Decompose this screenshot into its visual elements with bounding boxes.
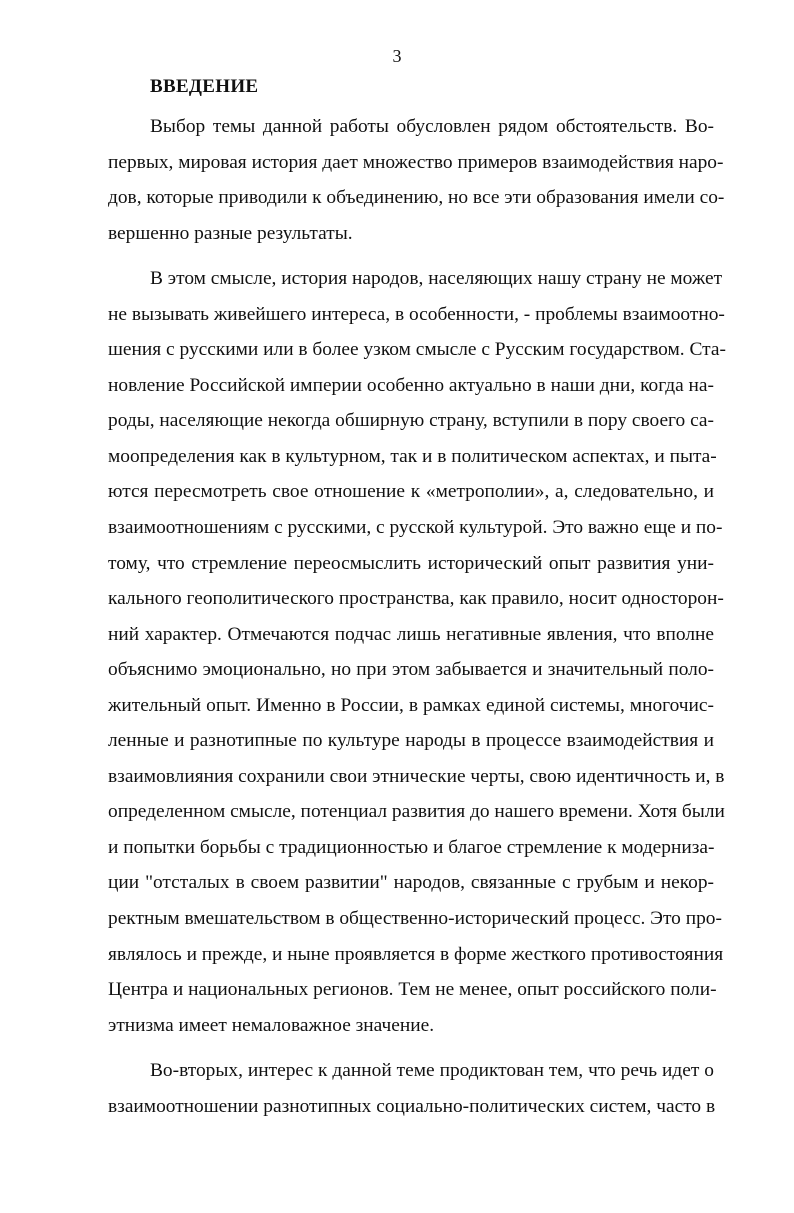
text-line: взаимоотношениям с русскими, с русской культурой. Это важно еще и по-	[108, 517, 723, 539]
text-line: шения с русскими или в более узком смысле с Русским государством. Ста-	[108, 339, 726, 361]
text-line: новление Российской империи особенно актуально в наши дни, когда на-	[108, 374, 714, 396]
text-line: объяснимо эмоционально, но при этом забывается и значительный поло-	[108, 659, 714, 681]
paragraph-2	[108, 261, 726, 1043]
text-line: Во-вторых, интерес к данной теме продиктован тем, что речь идет о	[150, 1060, 714, 1082]
text-line: В этом смысле, история народов, населяющих нашу страну не может	[150, 268, 723, 290]
text-line: тому, что стремление переосмыслить исторический опыт развития уни-	[108, 552, 714, 574]
section-heading: ВВЕДЕНИЕ	[150, 76, 259, 97]
text-line: определенном смысле, потенциал развития до нашего времени. Хотя были	[108, 801, 725, 823]
paragraph-1	[108, 109, 725, 251]
text-line: Центра и национальных регионов. Тем не менее, опыт российского поли-	[108, 979, 717, 1001]
text-line: кального геополитического пространства, как правило, носит односторон-	[108, 588, 724, 610]
text-line: первых, мировая история дает множество примеров взаимодействия наро-	[108, 151, 724, 173]
text-line: жительный опыт. Именно в России, в рамках единой системы, многочис-	[108, 694, 714, 716]
text-line: взаимоотношении разнотипных социально-политических систем, часто в	[108, 1095, 716, 1117]
text-line: вершенно разные результаты.	[108, 222, 353, 244]
text-line: не вызывать живейшего интереса, в особенности, - проблемы взаимоотно-	[108, 303, 725, 325]
text-line: моопределения как в культурном, так и в политическом аспектах, и пыта-	[108, 445, 717, 467]
text-line: дов, которые приводили к объединению, но все эти образования имели со-	[108, 187, 725, 209]
text-line: являлось и прежде, и ныне проявляется в форме жесткого противостояния	[108, 943, 724, 965]
body-text	[108, 109, 726, 1124]
paragraph-3	[108, 1053, 714, 1124]
page-number: 3	[392, 46, 402, 66]
text-line: ний характер. Отмечаются подчас лишь негативные явления, что вполне	[108, 623, 714, 645]
text-line: этнизма имеет немаловажное значение.	[108, 1014, 435, 1036]
text-line: ректным вмешательством в общественно-исторический процесс. Это про-	[108, 908, 722, 930]
text-line: и попытки борьбы с традиционностью и благое стремление к модерниза-	[108, 836, 715, 858]
text-line: ются пересмотреть свое отношение к «метрополии», а, следовательно, и	[108, 481, 714, 503]
text-line: роды, населяющие некогда обширную страну, вступили в пору своего са-	[108, 410, 714, 432]
text-line: Выбор темы данной работы обусловлен рядом обстоятельств. Во-	[150, 116, 714, 137]
text-line: ленные и разнотипные по культуре народы в процессе взаимодействия и	[108, 730, 714, 752]
text-line: взаимовлияния сохранили свои этнические черты, свою идентичность и, в	[108, 765, 725, 787]
text-line: ции "отсталых в своем развитии" народов, связанные с грубым и некор-	[108, 872, 714, 894]
